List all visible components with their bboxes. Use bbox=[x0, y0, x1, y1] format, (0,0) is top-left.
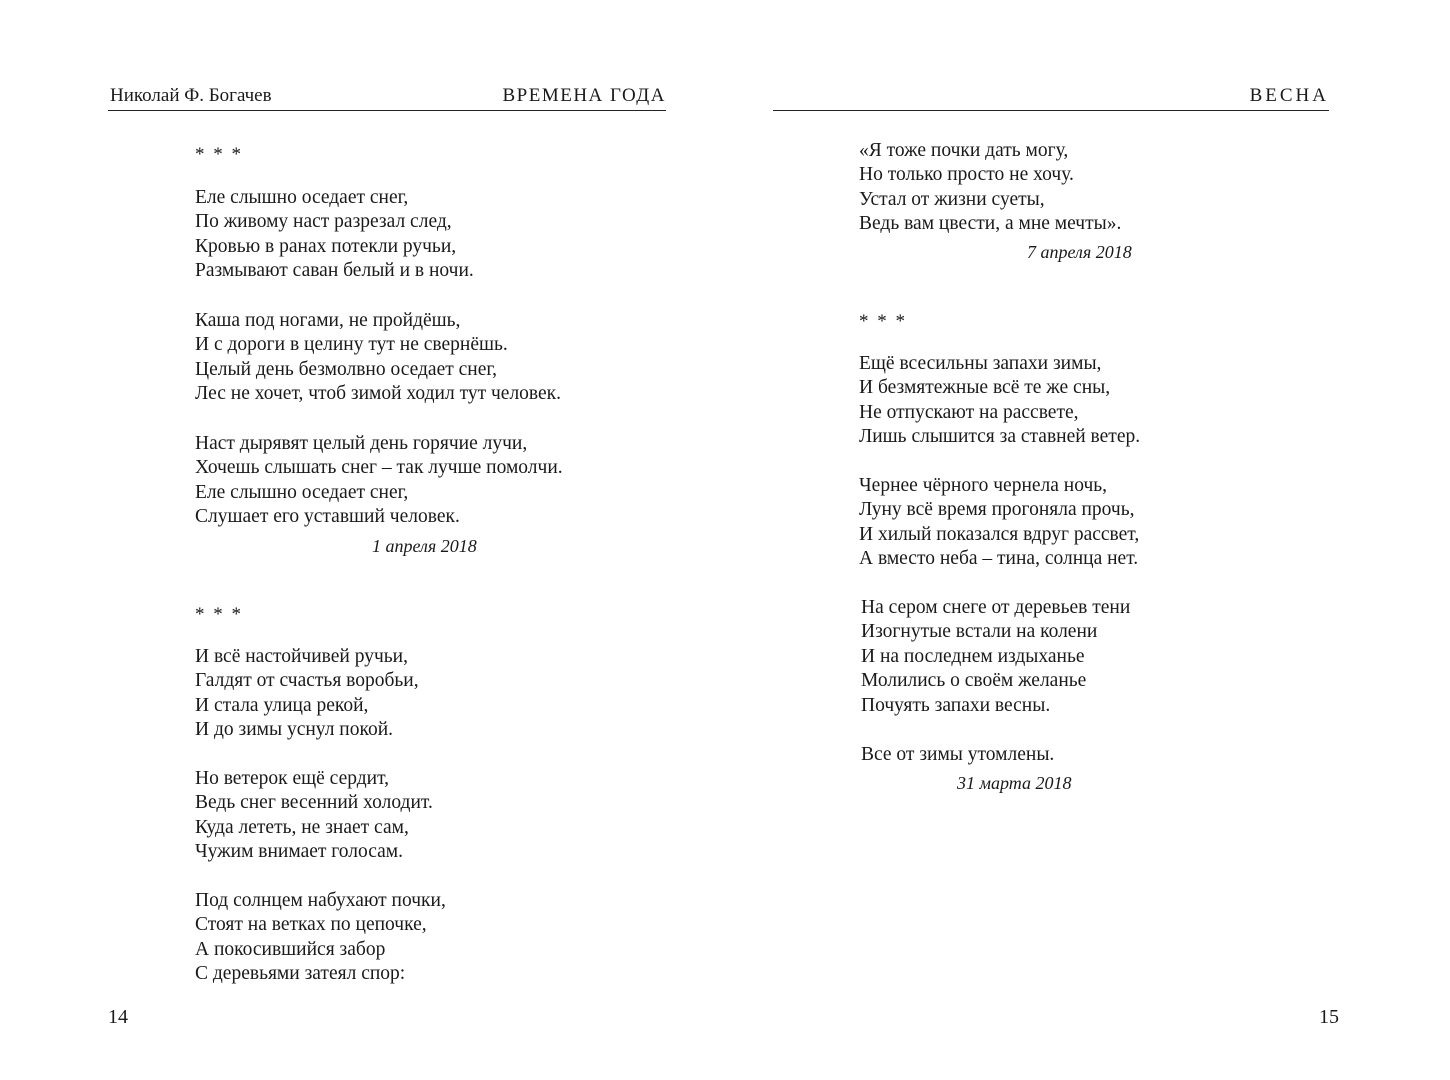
poem-line: Молились о своём желанье bbox=[861, 670, 1087, 692]
poem-line: Луну всё время прогоняла прочь, bbox=[859, 499, 1135, 521]
poem-line: Почуять запахи весны. bbox=[861, 694, 1051, 716]
poem-line: Но ветерок ещё сердит, bbox=[195, 768, 390, 789]
poem-line: Ведь снег весенний холодит. bbox=[195, 792, 433, 814]
poem-line: На сером снеге от деревьев тени bbox=[861, 597, 1131, 618]
poem-line: С деревьями затеял спор: bbox=[195, 963, 406, 985]
poem1-stanza-2 bbox=[195, 309, 561, 407]
poem-line: Под солнцем набухают почки, bbox=[195, 890, 446, 911]
poem2-stanza-1 bbox=[195, 645, 419, 743]
poem3-stanza-1 bbox=[859, 352, 1140, 450]
poem-separator: * * * bbox=[859, 311, 907, 332]
poem-line: Еле слышно оседает снег, bbox=[195, 187, 409, 208]
poem-line: Изогнутые встали на колени bbox=[861, 621, 1098, 643]
poem2-stanza-3 bbox=[195, 889, 446, 987]
poem-line: И с дороги в целину тут не свернёшь. bbox=[195, 334, 508, 356]
poem-line: Ещё всесильны запахи зимы, bbox=[859, 353, 1102, 374]
page-number-left: 14 bbox=[108, 1006, 128, 1028]
poem-line: А вместо неба – тина, солнца нет. bbox=[859, 548, 1139, 570]
poem-date: 31 марта 2018 bbox=[957, 773, 1072, 793]
poem-line: Еле слышно оседает снег, bbox=[195, 481, 409, 503]
poem-date: 1 апреля 2018 bbox=[372, 536, 477, 556]
poem3-stanza-3 bbox=[861, 596, 1130, 718]
poem2-stanza-2 bbox=[195, 767, 433, 865]
poem-line: Каша под ногами, не пройдёшь, bbox=[195, 310, 461, 331]
author-name: Николай Ф. Богачев bbox=[110, 85, 272, 106]
poem2-continued-stanza bbox=[859, 139, 1121, 237]
right-page bbox=[725, 0, 1450, 1080]
poem-line: Наст дырявят целый день горячие лучи, bbox=[195, 433, 528, 454]
poem1-stanza-3 bbox=[195, 432, 563, 530]
running-head-right bbox=[773, 84, 1329, 111]
poem-line: Лишь слышится за ставней ветер. bbox=[859, 426, 1141, 448]
poem-line: Но только просто не хочу. bbox=[859, 164, 1074, 186]
poem-line: Ведь вам цвести, а мне мечты». bbox=[859, 213, 1122, 235]
running-head-left bbox=[108, 84, 666, 111]
poem3-stanza-4 bbox=[861, 743, 1054, 767]
poem-line: Устал от жизни суеты, bbox=[859, 188, 1045, 210]
poem-line: Не отпускают на рассвете, bbox=[859, 401, 1079, 423]
poem-line: Галдят от счастья воробьи, bbox=[195, 670, 419, 692]
poem-line: Чернее чёрного чернела ночь, bbox=[859, 475, 1108, 496]
page-number-right: 15 bbox=[1319, 1006, 1339, 1028]
poem-line: А покосившийся забор bbox=[195, 938, 386, 960]
poem-line: Куда лететь, не знает сам, bbox=[195, 816, 409, 838]
poem-line: Хочешь слышать снег – так лучше помолчи. bbox=[195, 457, 563, 479]
poem-line: Слушает его уставший человек. bbox=[195, 506, 460, 528]
poem-line: И до зимы уснул покой. bbox=[195, 719, 394, 741]
poem-line: Размывают саван белый и в ночи. bbox=[195, 260, 474, 282]
poem-line: «Я тоже почки дать могу, bbox=[859, 140, 1069, 161]
poem-line: И на последнем издыханье bbox=[861, 645, 1085, 667]
poem3-stanza-2 bbox=[859, 474, 1139, 572]
poem-line: И всё настойчивей ручьи, bbox=[195, 646, 408, 667]
poem-separator: * * * bbox=[195, 604, 243, 625]
poem-line: И стала улица рекой, bbox=[195, 694, 369, 716]
poem-line: Лес не хочет, чтоб зимой ходил тут человек. bbox=[195, 383, 562, 405]
poem-date: 7 апреля 2018 bbox=[1027, 242, 1132, 262]
poem-line: И хилый показался вдруг рассвет, bbox=[859, 523, 1140, 545]
poem-line: Целый день безмолвно оседает снег, bbox=[195, 358, 498, 380]
poem-line: Кровью в ранах потекли ручьи, bbox=[195, 235, 457, 257]
poem-line: И безмятежные всё те же сны, bbox=[859, 377, 1111, 399]
section-title: ВЕСНА bbox=[1249, 85, 1329, 106]
poem-separator: * * * bbox=[195, 144, 243, 165]
poem-line: По живому наст разрезал след, bbox=[195, 211, 452, 233]
poem-line: Чужим внимает голосам. bbox=[195, 841, 404, 863]
poem-line: Стоят на ветках по цепочке, bbox=[195, 914, 427, 936]
poem-line: Все от зимы утомлены. bbox=[861, 744, 1055, 765]
book-title: ВРЕМЕНА ГОДА bbox=[502, 85, 666, 106]
poem1-stanza-1 bbox=[195, 186, 474, 284]
